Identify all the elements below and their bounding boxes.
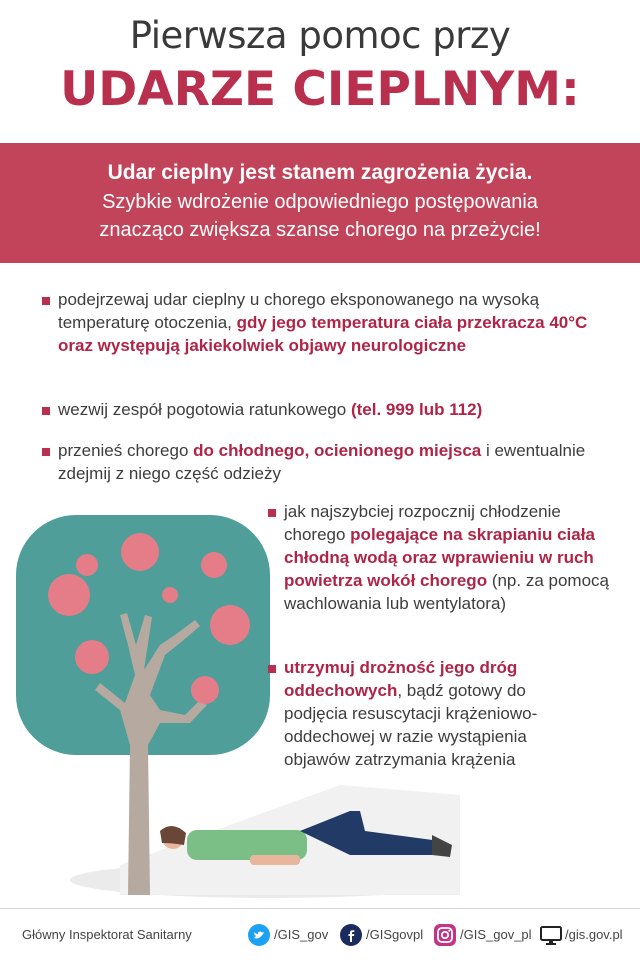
website-link[interactable]: /gis.gov.pl <box>565 927 623 942</box>
footer-org: Główny Inspektorat Sanitarny <box>22 927 192 942</box>
list-item: przenieś chorego do chłodnego, ocienionego miejsca i ewentualnie zdejmij z niego część odzieży <box>58 439 598 485</box>
footer-divider <box>0 908 640 909</box>
facebook-link[interactable]: /GISgovpl <box>366 927 424 942</box>
banner-line1: Udar cieplny jest stanem zagrożenia życia. <box>107 161 533 184</box>
bullet-square-icon <box>42 448 50 456</box>
facebook-icon[interactable] <box>340 924 362 946</box>
page-title-line2: UDARZE CIEPLNYM: <box>60 62 580 117</box>
list-item: wezwij zespół pogotowia ratunkowego (tel. 999 lub 112) <box>58 398 598 421</box>
warning-banner <box>0 143 640 263</box>
list-item: jak najszybciej rozpocznij chłodzenie chorego polegające na skrapianiu ciała chłodną wodą oraz wprawieniu w ruch powietrza wokół chorego (np. za pomocą wachlowania lub wentylatora) <box>284 500 614 615</box>
list-item: utrzymuj drożność jego dróg oddechowych, bądź gotowy do podjęcia resuscytacji krążeniowo-oddechowej w razie wystąpienia objawów zatrzymania krążenia <box>284 656 584 771</box>
monitor-icon[interactable] <box>540 924 562 946</box>
bullet-square-icon <box>42 407 50 415</box>
twitter-icon[interactable] <box>248 924 270 946</box>
page-title-line1: Pierwsza pomoc przy <box>129 14 511 57</box>
bullet-square-icon <box>268 665 276 673</box>
bullet-square-icon <box>42 297 50 305</box>
instagram-icon[interactable] <box>434 924 456 946</box>
bullet-square-icon <box>268 509 276 517</box>
instagram-link[interactable]: /GIS_gov_pl <box>460 927 532 942</box>
list-item: podejrzewaj udar cieplny u chorego eksponowanego na wysoką temperaturę otoczenia, gdy jego temperatura ciała przekracza 40°C oraz występują jakiekolwiek objawy neurologiczne <box>58 288 598 357</box>
banner-line2: Szybkie wdrożenie odpowiedniego postępowania <box>102 191 538 213</box>
banner-line3: znacząco zwiększa szanse chorego na przeżycie! <box>99 219 541 241</box>
twitter-link[interactable]: /GIS_gov <box>274 927 329 942</box>
